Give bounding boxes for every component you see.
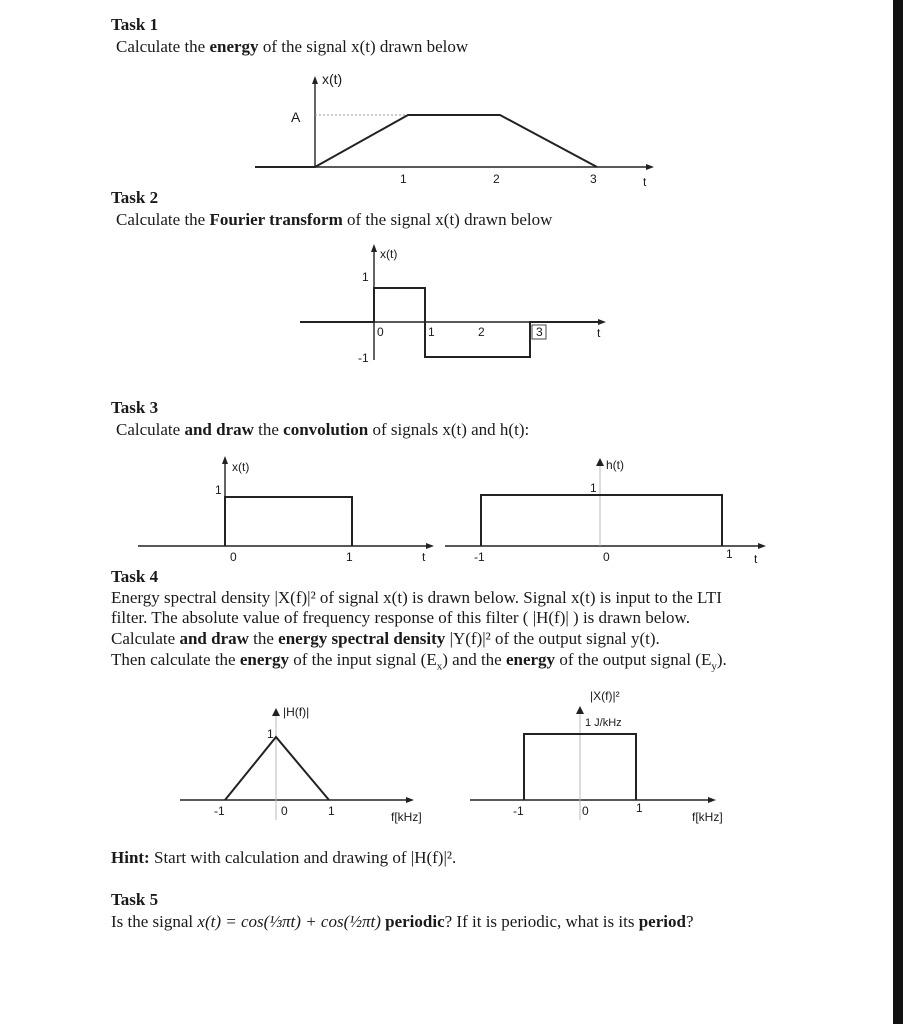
task2-figure [300,247,602,365]
task3-x-ylabel: x(t) [232,460,250,474]
task5-text: Is the signal x(t) = cos(⅓πt) + cos(½πt) periodic? If it is periodic, what is its period? [111,912,694,931]
task4-x-xlabel: f[kHz] [692,810,723,824]
task2-text: Calculate the Fourier transform of the signal x(t) drawn below [116,210,553,229]
task2-tick-1: 1 [428,325,435,339]
task4-line1: Energy spectral density |X(f)|² of signal x(t) is drawn below. Signal x(t) is input to the LTI [111,588,722,607]
task2-title: Task 2 [111,188,159,207]
task4-line3: Calculate and draw the energy spectral density |Y(f)|² of the output signal y(t). [111,629,660,648]
task3-h-xlabel: t [754,552,758,566]
task5-formula: x(t) = cos(⅓πt) + cos(½πt) [197,912,381,931]
task2-x-label: t [597,326,601,340]
task3-x-tick-0: 0 [230,550,237,564]
task4-x-tick-minus1: -1 [513,804,524,818]
task4-x-tick-1: 1 [636,801,643,815]
task2-tick-0: 0 [377,325,384,339]
task1-tick-3: 3 [590,172,597,186]
task3-h-ylabel: h(t) [606,458,624,472]
task3-h-signal [481,495,722,546]
task4-h-peak: 1 [267,727,274,741]
task3-x-level: 1 [215,483,222,497]
task1-y-label: x(t) [322,71,343,87]
task2-ytick-1: 1 [362,270,369,284]
task4-h-tick-0: 0 [281,804,288,818]
task4-x-ylabel: |X(f)|² [590,689,620,703]
task3-x-tick-1: 1 [346,550,353,564]
task4-h-tick-1: 1 [328,804,335,818]
task4-h-figure [180,705,422,824]
task1-signal [255,115,597,167]
task3-h-tick-minus1: -1 [474,550,485,564]
task2-tick-2: 2 [478,325,485,339]
task4-x-level: 1 J/kHz [585,717,622,729]
task4-h-ylabel: |H(f)| [283,705,310,719]
task3-x-signal [225,497,352,546]
task3-x-xlabel: t [422,550,426,564]
task4-title: Task 4 [111,567,159,586]
task3-h-level: 1 [590,481,597,495]
task1-title: Task 1 [111,15,159,34]
task2-ytick-minus1: -1 [358,351,369,365]
task3-figure [138,458,762,566]
task1-text: Calculate the energy of the signal x(t) drawn below [116,37,469,56]
task4-x-y-arrow [576,706,584,714]
task4-line4: Then calculate the energy of the input signal $(E_x)$ and the energy of the output signal $(E_y)$. [111,650,727,673]
task4-h-signal [225,737,329,800]
task1-level-label: A [291,109,301,125]
task2-tick-3: 3 [536,325,543,339]
task4-h-tick-minus1: -1 [214,804,225,818]
task3-h-y-arrow [596,458,604,466]
task4-x-figure [470,689,723,824]
task3-h-tick-0: 0 [603,550,610,564]
task4-hint: Hint: Start with calculation and drawing of |H(f)|². [111,848,457,867]
task4-x-tick-0: 0 [582,804,589,818]
task3-title: Task 3 [111,398,159,417]
task4-line2: filter. The absolute value of frequency response of this filter ( |H(f)| ) is drawn below. [111,608,690,627]
task1-tick-2: 2 [493,172,500,186]
task3-text: Calculate and draw the convolution of signals x(t) and h(t): [116,420,530,439]
task4-h-xlabel: f[kHz] [391,810,422,824]
task3-h-tick-1: 1 [726,547,733,561]
task1-x-label: t [643,175,647,189]
task2-y-label: x(t) [380,247,398,261]
task4-h-y-arrow [272,708,280,716]
task1-figure [255,71,650,189]
task5-title: Task 5 [111,890,159,909]
task1-tick-1: 1 [400,172,407,186]
